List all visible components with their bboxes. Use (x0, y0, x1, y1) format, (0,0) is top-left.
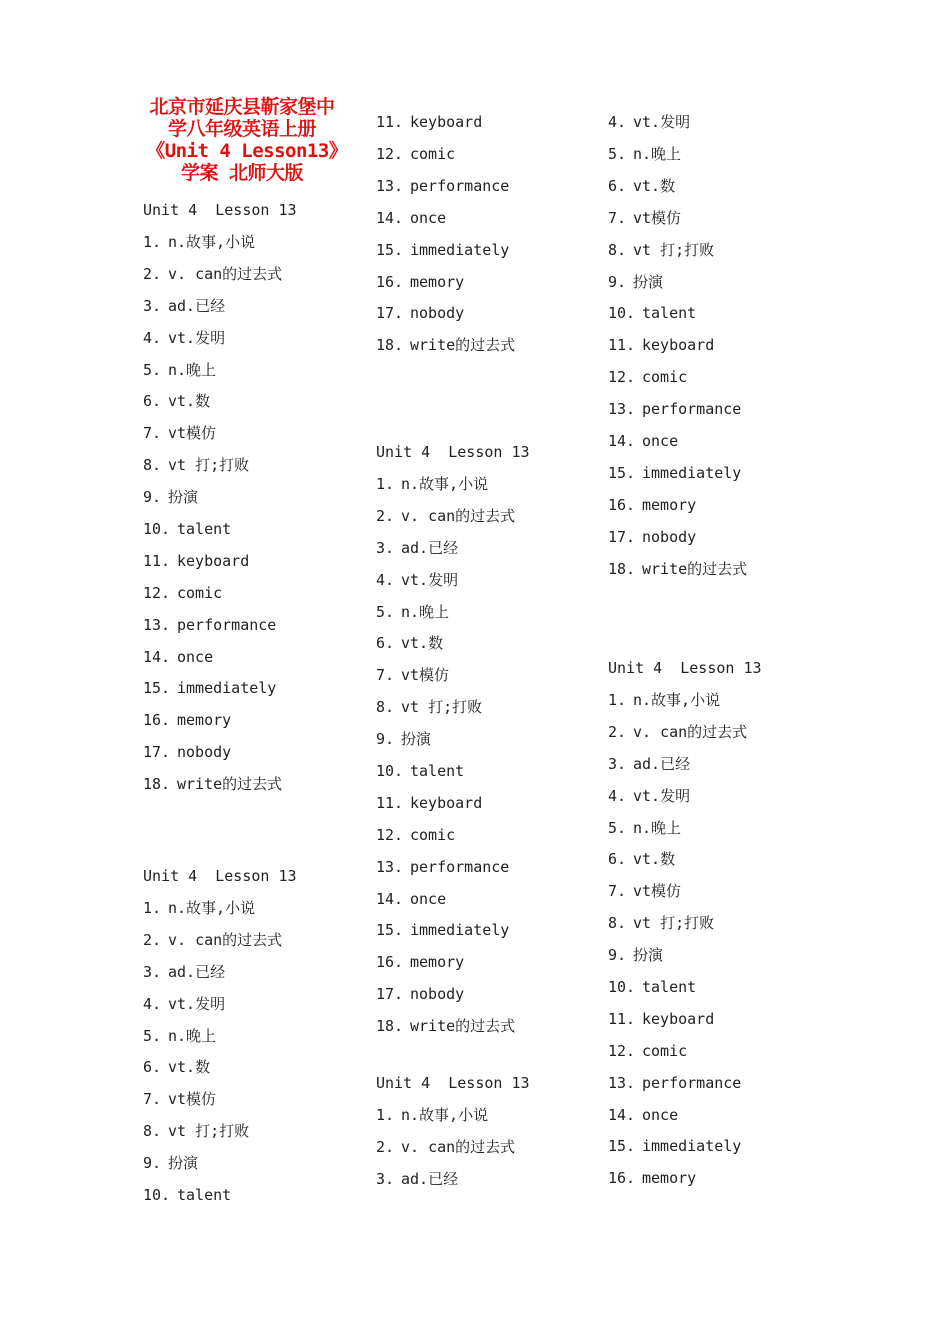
item-text: vt模仿 (633, 882, 682, 900)
vocab-item (376, 1169, 458, 1189)
item-text: immediately (410, 921, 510, 939)
vocab-item (143, 710, 231, 730)
item-number: 2. (608, 723, 627, 741)
item-number: 11. (608, 336, 636, 354)
item-number: 9. (608, 946, 627, 964)
vocab-item (376, 240, 509, 260)
item-text: 扮演 (633, 946, 664, 964)
item-number: 4. (376, 571, 395, 589)
item-text: vt.发明 (633, 113, 691, 131)
vocab-item (376, 144, 455, 164)
item-number: 10. (376, 762, 404, 780)
item-number: 12. (143, 584, 171, 602)
vocab-item (608, 335, 714, 355)
vocab-item (143, 264, 282, 284)
item-number: 9. (143, 1154, 162, 1172)
item-number: 13. (376, 858, 404, 876)
item-text: vt 打;打败 (168, 1122, 250, 1140)
vocab-item (376, 697, 482, 717)
item-text: ad.已经 (401, 539, 459, 557)
item-number: 1. (376, 1106, 395, 1124)
item-text: n.故事,小说 (633, 691, 721, 709)
vocab-item (608, 176, 675, 196)
item-number: 13. (608, 400, 636, 418)
item-text: vt模仿 (168, 1090, 217, 1108)
item-text: n.故事,小说 (401, 1106, 489, 1124)
vocab-item (608, 431, 678, 451)
item-text: write的过去式 (642, 560, 748, 578)
item-text: comic (642, 368, 688, 386)
item-number: 4. (608, 113, 627, 131)
vocab-item (608, 818, 681, 838)
item-number: 2. (143, 265, 162, 283)
item-text: 扮演 (633, 273, 664, 291)
item-text: n.晚上 (633, 819, 682, 837)
item-number: 3. (376, 1170, 395, 1188)
item-text: keyboard (177, 552, 250, 570)
item-text: immediately (642, 1137, 742, 1155)
item-number: 3. (143, 297, 162, 315)
item-number: 12. (608, 368, 636, 386)
lesson-heading: Unit 4 Lesson 13 (143, 201, 297, 219)
vocab-item (608, 1105, 678, 1125)
vocab-item (143, 930, 282, 950)
vocab-item (608, 913, 714, 933)
item-number: 5. (143, 361, 162, 379)
vocab-item (608, 399, 741, 419)
item-number: 5. (608, 145, 627, 163)
vocab-item (143, 647, 213, 667)
item-number: 17. (376, 304, 404, 322)
item-number: 6. (143, 392, 162, 410)
item-number: 8. (143, 456, 162, 474)
item-text: vt.发明 (168, 329, 226, 347)
item-text: memory (642, 496, 697, 514)
vocab-item (143, 296, 225, 316)
item-text: v. can的过去式 (401, 1138, 516, 1156)
vocab-item (376, 474, 488, 494)
item-text: 扮演 (168, 1154, 199, 1172)
vocab-item (376, 1016, 515, 1036)
item-number: 11. (143, 552, 171, 570)
vocab-item (376, 303, 464, 323)
item-text: vt.发明 (633, 787, 691, 805)
item-text: nobody (410, 985, 465, 1003)
item-text: comic (642, 1042, 688, 1060)
vocab-item (143, 455, 249, 475)
item-text: n.晚上 (168, 361, 217, 379)
item-text: once (642, 432, 679, 450)
item-number: 14. (608, 1106, 636, 1124)
item-number: 14. (608, 432, 636, 450)
item-text: once (642, 1106, 679, 1124)
vocab-item (143, 678, 276, 698)
item-text: vt.数 (168, 392, 211, 410)
vocab-item (608, 303, 696, 323)
item-text: v. can的过去式 (168, 931, 283, 949)
item-number: 15. (143, 679, 171, 697)
item-text: keyboard (410, 794, 483, 812)
item-text: vt.数 (168, 1058, 211, 1076)
item-text: vt 打;打败 (168, 456, 250, 474)
vocab-item (608, 786, 690, 806)
item-text: memory (177, 711, 232, 729)
item-text: talent (410, 762, 465, 780)
item-text: n.晚上 (401, 603, 450, 621)
vocab-item (376, 176, 509, 196)
vocab-item (608, 208, 681, 228)
item-number: 13. (376, 177, 404, 195)
vocab-item (608, 463, 741, 483)
item-number: 7. (376, 666, 395, 684)
vocab-item (608, 272, 663, 292)
item-text: 扮演 (168, 488, 199, 506)
lesson-heading: Unit 4 Lesson 13 (143, 867, 297, 885)
item-number: 4. (143, 329, 162, 347)
item-text: vt模仿 (168, 424, 217, 442)
vocab-item (608, 1041, 687, 1061)
item-text: immediately (177, 679, 277, 697)
item-text: vt模仿 (633, 209, 682, 227)
item-text: vt模仿 (401, 666, 450, 684)
item-number: 15. (376, 241, 404, 259)
vocab-item (143, 519, 231, 539)
item-text: nobody (410, 304, 465, 322)
item-number: 10. (608, 304, 636, 322)
item-number: 2. (376, 1138, 395, 1156)
item-text: v. can的过去式 (168, 265, 283, 283)
vocab-item (608, 240, 714, 260)
item-number: 17. (143, 743, 171, 761)
item-number: 3. (376, 539, 395, 557)
vocab-item (143, 360, 216, 380)
item-number: 2. (143, 931, 162, 949)
vocab-item (376, 889, 446, 909)
vocab-item (608, 559, 747, 579)
lesson-heading: Unit 4 Lesson 13 (608, 659, 762, 677)
item-number: 8. (608, 241, 627, 259)
item-number: 16. (608, 1169, 636, 1187)
item-number: 18. (376, 1017, 404, 1035)
vocab-item (608, 495, 696, 515)
item-text: n.故事,小说 (168, 233, 256, 251)
item-number: 15. (608, 464, 636, 482)
item-number: 1. (143, 899, 162, 917)
vocab-item (608, 367, 687, 387)
vocab-item (143, 1121, 249, 1141)
item-text: performance (410, 177, 510, 195)
vocab-item (143, 774, 282, 794)
item-number: 7. (143, 1090, 162, 1108)
item-number: 9. (143, 488, 162, 506)
vocab-item (376, 793, 482, 813)
item-text: once (177, 648, 214, 666)
item-number: 3. (608, 755, 627, 773)
item-text: ad.已经 (168, 963, 226, 981)
item-text: vt 打;打败 (633, 914, 715, 932)
item-number: 9. (376, 730, 395, 748)
vocab-item (143, 583, 222, 603)
item-text: performance (177, 616, 277, 634)
item-text: comic (177, 584, 223, 602)
vocab-item (376, 506, 515, 526)
item-text: n.故事,小说 (401, 475, 489, 493)
item-text: 扮演 (401, 730, 432, 748)
lesson-heading: Unit 4 Lesson 13 (376, 1074, 530, 1092)
item-number: 18. (143, 775, 171, 793)
item-number: 14. (376, 209, 404, 227)
vocab-item (143, 898, 255, 918)
item-number: 14. (143, 648, 171, 666)
vocab-item (376, 729, 431, 749)
vocab-item (608, 977, 696, 997)
vocab-item (143, 423, 216, 443)
vocab-item (608, 527, 696, 547)
item-number: 12. (376, 826, 404, 844)
item-number: 6. (376, 634, 395, 652)
item-text: write的过去式 (177, 775, 283, 793)
item-number: 2. (376, 507, 395, 525)
item-number: 11. (608, 1010, 636, 1028)
item-text: comic (410, 145, 456, 163)
item-number: 16. (376, 273, 404, 291)
item-number: 11. (376, 794, 404, 812)
vocab-item (376, 857, 509, 877)
item-number: 10. (143, 1186, 171, 1204)
item-number: 16. (376, 953, 404, 971)
item-number: 18. (376, 336, 404, 354)
item-number: 12. (376, 145, 404, 163)
vocab-item (143, 1089, 216, 1109)
vocab-item (376, 570, 458, 590)
vocab-item (376, 825, 455, 845)
vocab-item (143, 551, 249, 571)
item-number: 18. (608, 560, 636, 578)
item-number: 11. (376, 113, 404, 131)
vocab-item (376, 761, 464, 781)
vocab-item (143, 994, 225, 1014)
item-text: ad.已经 (168, 297, 226, 315)
vocab-item (376, 1137, 515, 1157)
vocab-item (143, 232, 255, 252)
item-text: comic (410, 826, 456, 844)
item-text: v. can的过去式 (401, 507, 516, 525)
item-text: vt.数 (633, 850, 676, 868)
item-text: immediately (410, 241, 510, 259)
vocab-item (376, 633, 443, 653)
item-number: 8. (608, 914, 627, 932)
item-number: 16. (608, 496, 636, 514)
item-number: 1. (143, 233, 162, 251)
item-number: 17. (608, 528, 636, 546)
item-number: 8. (143, 1122, 162, 1140)
item-text: talent (642, 978, 697, 996)
item-text: once (410, 890, 447, 908)
vocab-item (608, 144, 681, 164)
vocab-item (608, 1136, 741, 1156)
item-number: 7. (608, 209, 627, 227)
item-number: 16. (143, 711, 171, 729)
item-number: 15. (608, 1137, 636, 1155)
item-text: vt.数 (401, 634, 444, 652)
item-number: 10. (143, 520, 171, 538)
vocab-item (143, 962, 225, 982)
item-number: 12. (608, 1042, 636, 1060)
item-text: performance (642, 400, 742, 418)
vocab-item (376, 335, 515, 355)
item-text: keyboard (642, 336, 715, 354)
vocab-item (376, 665, 449, 685)
item-number: 6. (608, 850, 627, 868)
item-number: 5. (608, 819, 627, 837)
item-text: ad.已经 (633, 755, 691, 773)
item-number: 15. (376, 921, 404, 939)
item-text: memory (642, 1169, 697, 1187)
item-text: ad.已经 (401, 1170, 459, 1188)
item-text: n.故事,小说 (168, 899, 256, 917)
vocab-item (608, 849, 675, 869)
item-text: n.晚上 (633, 145, 682, 163)
item-number: 10. (608, 978, 636, 996)
vocab-item (143, 487, 198, 507)
item-text: v. can的过去式 (633, 723, 748, 741)
vocab-item (376, 602, 449, 622)
vocab-item (608, 690, 720, 710)
item-text: nobody (642, 528, 697, 546)
item-text: vt.数 (633, 177, 676, 195)
item-number: 4. (608, 787, 627, 805)
vocab-item (143, 1153, 198, 1173)
vocab-item (376, 112, 482, 132)
vocab-item (143, 1185, 231, 1205)
item-text: performance (410, 858, 510, 876)
item-text: nobody (177, 743, 232, 761)
item-text: memory (410, 953, 465, 971)
item-number: 8. (376, 698, 395, 716)
item-number: 3. (143, 963, 162, 981)
vocab-item (376, 208, 446, 228)
vocab-item (608, 1073, 741, 1093)
item-text: keyboard (410, 113, 483, 131)
vocab-item (376, 920, 509, 940)
vocab-item (608, 112, 690, 132)
item-text: write的过去式 (410, 336, 516, 354)
item-number: 6. (608, 177, 627, 195)
item-text: immediately (642, 464, 742, 482)
item-text: performance (642, 1074, 742, 1092)
vocab-item (608, 722, 747, 742)
vocab-item (143, 1057, 210, 1077)
vocab-item (376, 984, 464, 1004)
item-text: vt 打;打败 (633, 241, 715, 259)
item-number: 5. (143, 1027, 162, 1045)
item-text: write的过去式 (410, 1017, 516, 1035)
item-text: n.晚上 (168, 1027, 217, 1045)
item-text: vt.发明 (401, 571, 459, 589)
item-number: 5. (376, 603, 395, 621)
item-number: 7. (143, 424, 162, 442)
vocab-item (608, 1009, 714, 1029)
vocab-item (376, 952, 464, 972)
vocab-item (143, 742, 231, 762)
item-text: vt.发明 (168, 995, 226, 1013)
vocab-item (608, 1168, 696, 1188)
vocab-item (143, 1026, 216, 1046)
item-number: 17. (376, 985, 404, 1003)
item-number: 1. (376, 475, 395, 493)
item-number: 9. (608, 273, 627, 291)
vocab-item (143, 328, 225, 348)
item-text: once (410, 209, 447, 227)
lesson-heading: Unit 4 Lesson 13 (376, 443, 530, 461)
vocab-item (376, 272, 464, 292)
vocab-item (376, 1105, 488, 1125)
item-text: talent (642, 304, 697, 322)
item-number: 1. (608, 691, 627, 709)
item-number: 13. (143, 616, 171, 634)
vocab-item (143, 391, 210, 411)
item-text: keyboard (642, 1010, 715, 1028)
vocab-item (608, 754, 690, 774)
vocab-item (143, 615, 276, 635)
item-number: 13. (608, 1074, 636, 1092)
item-text: vt 打;打败 (401, 698, 483, 716)
item-text: talent (177, 1186, 232, 1204)
item-text: talent (177, 520, 232, 538)
vocab-item (608, 881, 681, 901)
item-number: 7. (608, 882, 627, 900)
item-number: 6. (143, 1058, 162, 1076)
item-number: 14. (376, 890, 404, 908)
item-text: memory (410, 273, 465, 291)
item-number: 4. (143, 995, 162, 1013)
vocab-item (608, 945, 663, 965)
document-title: 北京市延庆县靳家堡中学八年级英语上册《Unit 4 Lesson13》学案 北师大版 (146, 96, 338, 184)
vocab-item (376, 538, 458, 558)
